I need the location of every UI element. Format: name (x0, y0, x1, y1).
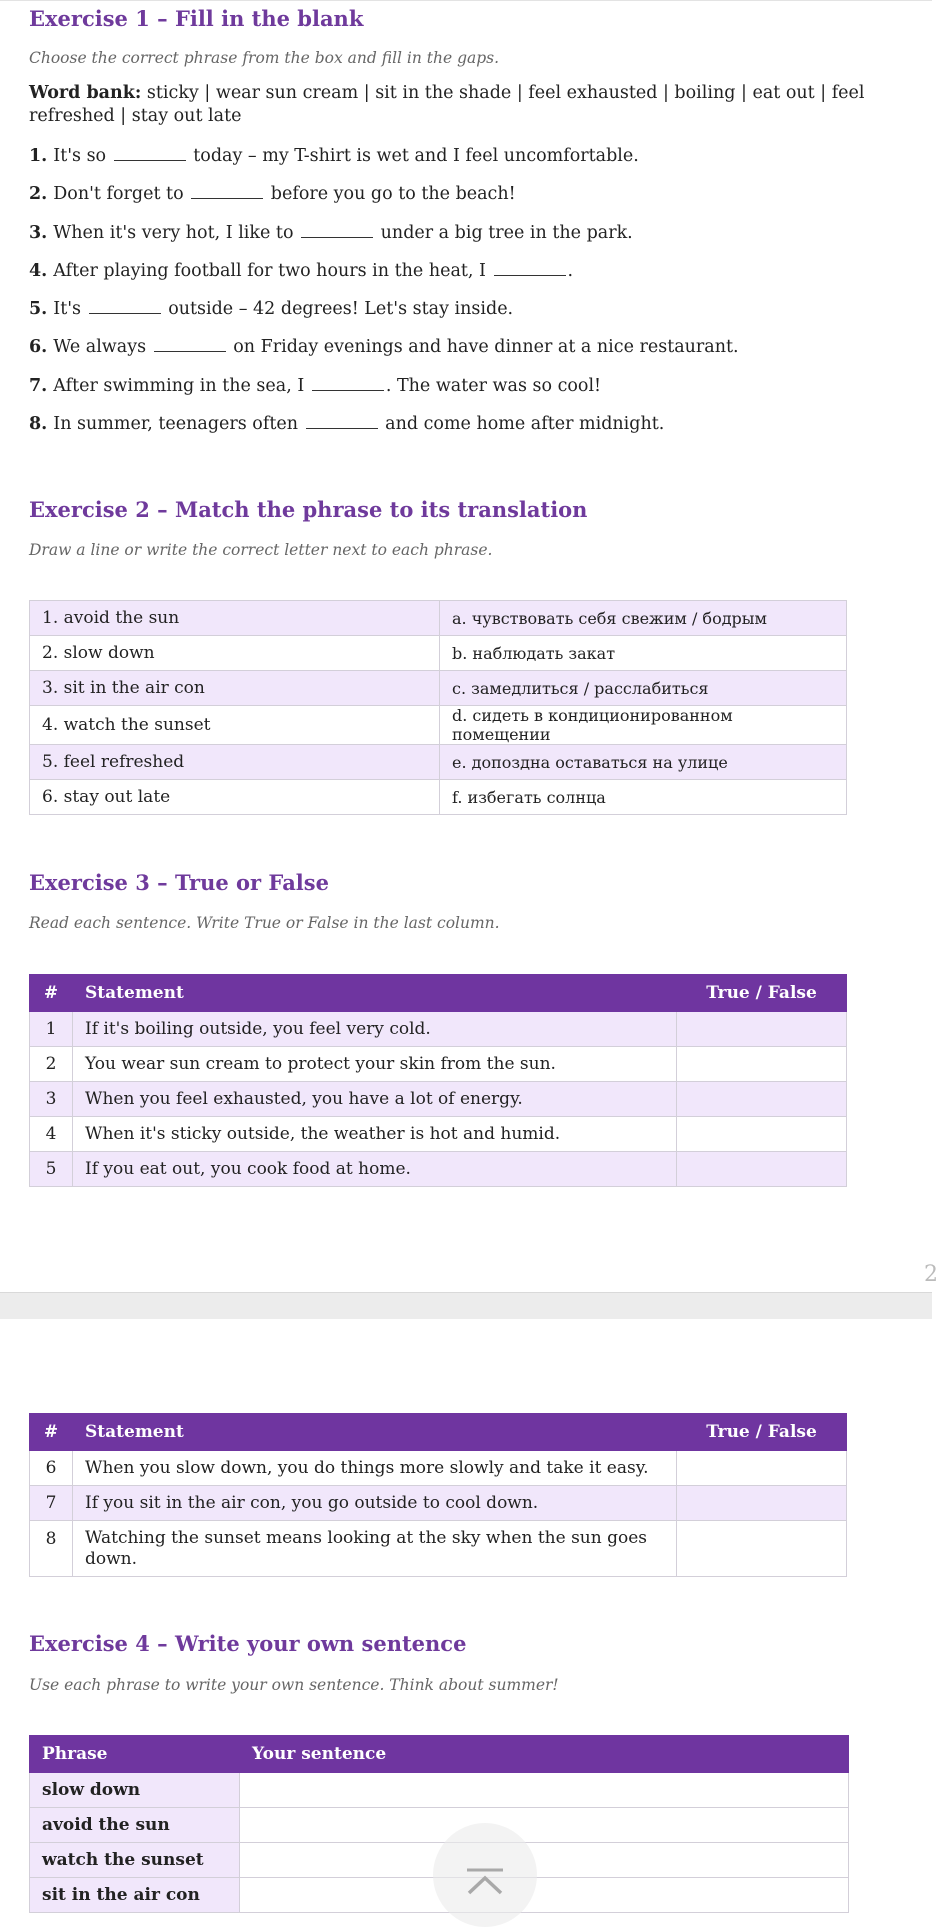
statement-cell: When you slow down, you do things more slowly and take it easy. (73, 1451, 677, 1486)
row-number: 6 (30, 1451, 73, 1486)
question-1: 1. It's so today – my T-shirt is wet and I feel uncomfortable. (29, 146, 639, 166)
scroll-to-top-button[interactable] (433, 1823, 537, 1927)
sentence-cell[interactable] (240, 1843, 849, 1878)
matching-table (29, 600, 847, 815)
row-number: 1 (30, 1012, 73, 1047)
phrase-cell: 4. watch the sunset (30, 706, 440, 745)
question-7: 7. After swimming in the sea, I . The water was so cool! (29, 376, 602, 396)
translation-cell: e. допоздна оставаться на улице (440, 745, 847, 780)
header-phrase: Phrase (30, 1736, 240, 1773)
table-row (30, 1486, 847, 1521)
row-number: 2 (30, 1047, 73, 1082)
answer-blank[interactable] (494, 261, 566, 276)
answer-cell[interactable] (677, 1451, 847, 1486)
exercise-2-instruction: Draw a line or write the correct letter next to each phrase. (29, 541, 493, 559)
sentence-cell[interactable] (240, 1808, 849, 1843)
phrase-cell: slow down (30, 1773, 240, 1808)
statement-cell: If it's boiling outside, you feel very cold. (73, 1012, 677, 1047)
table-row (30, 601, 847, 636)
phrase-cell: 1. avoid the sun (30, 601, 440, 636)
question-3: 3. When it's very hot, I like to under a big tree in the park. (29, 223, 633, 243)
answer-blank[interactable] (301, 223, 373, 238)
phrase-cell: watch the sunset (30, 1843, 240, 1878)
row-number: 7 (30, 1486, 73, 1521)
table-row (30, 1152, 847, 1187)
table-row (30, 745, 847, 780)
phrase-cell: 2. slow down (30, 636, 440, 671)
statement-cell: If you sit in the air con, you go outside to cool down. (73, 1486, 677, 1521)
table-header-row (30, 1736, 849, 1773)
translation-cell: c. замедлиться / расслабиться (440, 671, 847, 706)
row-number: 4 (30, 1117, 73, 1152)
phrase-cell: 6. stay out late (30, 780, 440, 815)
table-row (30, 1773, 849, 1808)
true-false-table (29, 974, 847, 1187)
statement-cell: If you eat out, you cook food at home. (73, 1152, 677, 1187)
sentence-cell[interactable] (240, 1878, 849, 1913)
table-row (30, 1117, 847, 1152)
table-row (30, 1521, 847, 1577)
sentence-cell[interactable] (240, 1773, 849, 1808)
page-number: 2 (924, 1262, 938, 1287)
question-5: 5. It's outside – 42 degrees! Let's stay inside. (29, 299, 514, 319)
answer-cell[interactable] (677, 1082, 847, 1117)
header-number: # (30, 975, 73, 1012)
exercise-4-title: Exercise 4 – Write your own sentence (29, 1631, 467, 1656)
statement-cell: You wear sun cream to protect your skin from the sun. (73, 1047, 677, 1082)
table-row (30, 780, 847, 815)
exercise-1-title: Exercise 1 – Fill in the blank (29, 6, 364, 31)
answer-blank[interactable] (154, 337, 226, 352)
statement-cell: When it's sticky outside, the weather is hot and humid. (73, 1117, 677, 1152)
header-your-sentence: Your sentence (240, 1736, 849, 1773)
word-bank (29, 82, 897, 128)
answer-cell[interactable] (677, 1012, 847, 1047)
translation-cell: a. чувствовать себя свежим / бодрым (440, 601, 847, 636)
row-number: 8 (30, 1521, 73, 1577)
question-6: 6. We always on Friday evenings and have dinner at a nice restaurant. (29, 337, 739, 357)
exercise-3-title: Exercise 3 – True or False (29, 870, 329, 895)
page-top-border (0, 0, 932, 1)
question-2: 2. Don't forget to before you go to the beach! (29, 184, 516, 204)
table-row (30, 706, 847, 745)
table-row (30, 1451, 847, 1486)
question-8: 8. In summer, teenagers often and come home after midnight. (29, 414, 665, 434)
phrase-cell: avoid the sun (30, 1808, 240, 1843)
answer-blank[interactable] (89, 299, 161, 314)
phrase-cell: 5. feel refreshed (30, 745, 440, 780)
translation-cell: f. избегать солнца (440, 780, 847, 815)
header-true-false: True / False (677, 1414, 847, 1451)
word-bank-list: sticky | wear sun cream | sit in the shade | feel exhausted | boiling | eat out | feel refreshed | stay out late (29, 83, 865, 126)
true-false-table-continued (29, 1413, 847, 1577)
answer-cell[interactable] (677, 1486, 847, 1521)
exercise-3-instruction: Read each sentence. Write True or False in the last column. (29, 914, 500, 932)
phrase-cell: sit in the air con (30, 1878, 240, 1913)
row-number: 3 (30, 1082, 73, 1117)
exercise-4-instruction: Use each phrase to write your own sentence. Think about summer! (29, 1676, 559, 1694)
statement-cell: When you feel exhausted, you have a lot of energy. (73, 1082, 677, 1117)
word-bank-label: Word bank: (29, 83, 142, 103)
answer-blank[interactable] (191, 184, 263, 199)
answer-cell[interactable] (677, 1152, 847, 1187)
header-true-false: True / False (677, 975, 847, 1012)
answer-cell[interactable] (677, 1117, 847, 1152)
table-row (30, 671, 847, 706)
page-separator (0, 1292, 932, 1320)
translation-cell: d. сидеть в кондиционированном помещении (440, 706, 847, 745)
row-number: 5 (30, 1152, 73, 1187)
table-row (30, 1808, 849, 1843)
statement-cell: Watching the sunset means looking at the sky when the sun goes down. (73, 1521, 677, 1577)
exercise-2-title: Exercise 2 – Match the phrase to its translation (29, 497, 588, 522)
answer-cell[interactable] (677, 1521, 847, 1577)
question-4: 4. After playing football for two hours in the heat, I . (29, 261, 574, 281)
table-header-row (30, 975, 847, 1012)
table-row (30, 636, 847, 671)
answer-cell[interactable] (677, 1047, 847, 1082)
table-row (30, 1082, 847, 1117)
exercise-1-instruction: Choose the correct phrase from the box and fill in the gaps. (29, 49, 500, 67)
header-statement: Statement (73, 975, 677, 1012)
table-header-row (30, 1414, 847, 1451)
table-row (30, 1012, 847, 1047)
table-row (30, 1047, 847, 1082)
answer-blank[interactable] (312, 376, 384, 391)
answer-blank[interactable] (114, 146, 186, 161)
answer-blank[interactable] (306, 414, 378, 429)
header-statement: Statement (73, 1414, 677, 1451)
translation-cell: b. наблюдать закат (440, 636, 847, 671)
chevron-up-bar-icon (465, 1867, 505, 1897)
phrase-cell: 3. sit in the air con (30, 671, 440, 706)
header-number: # (30, 1414, 73, 1451)
